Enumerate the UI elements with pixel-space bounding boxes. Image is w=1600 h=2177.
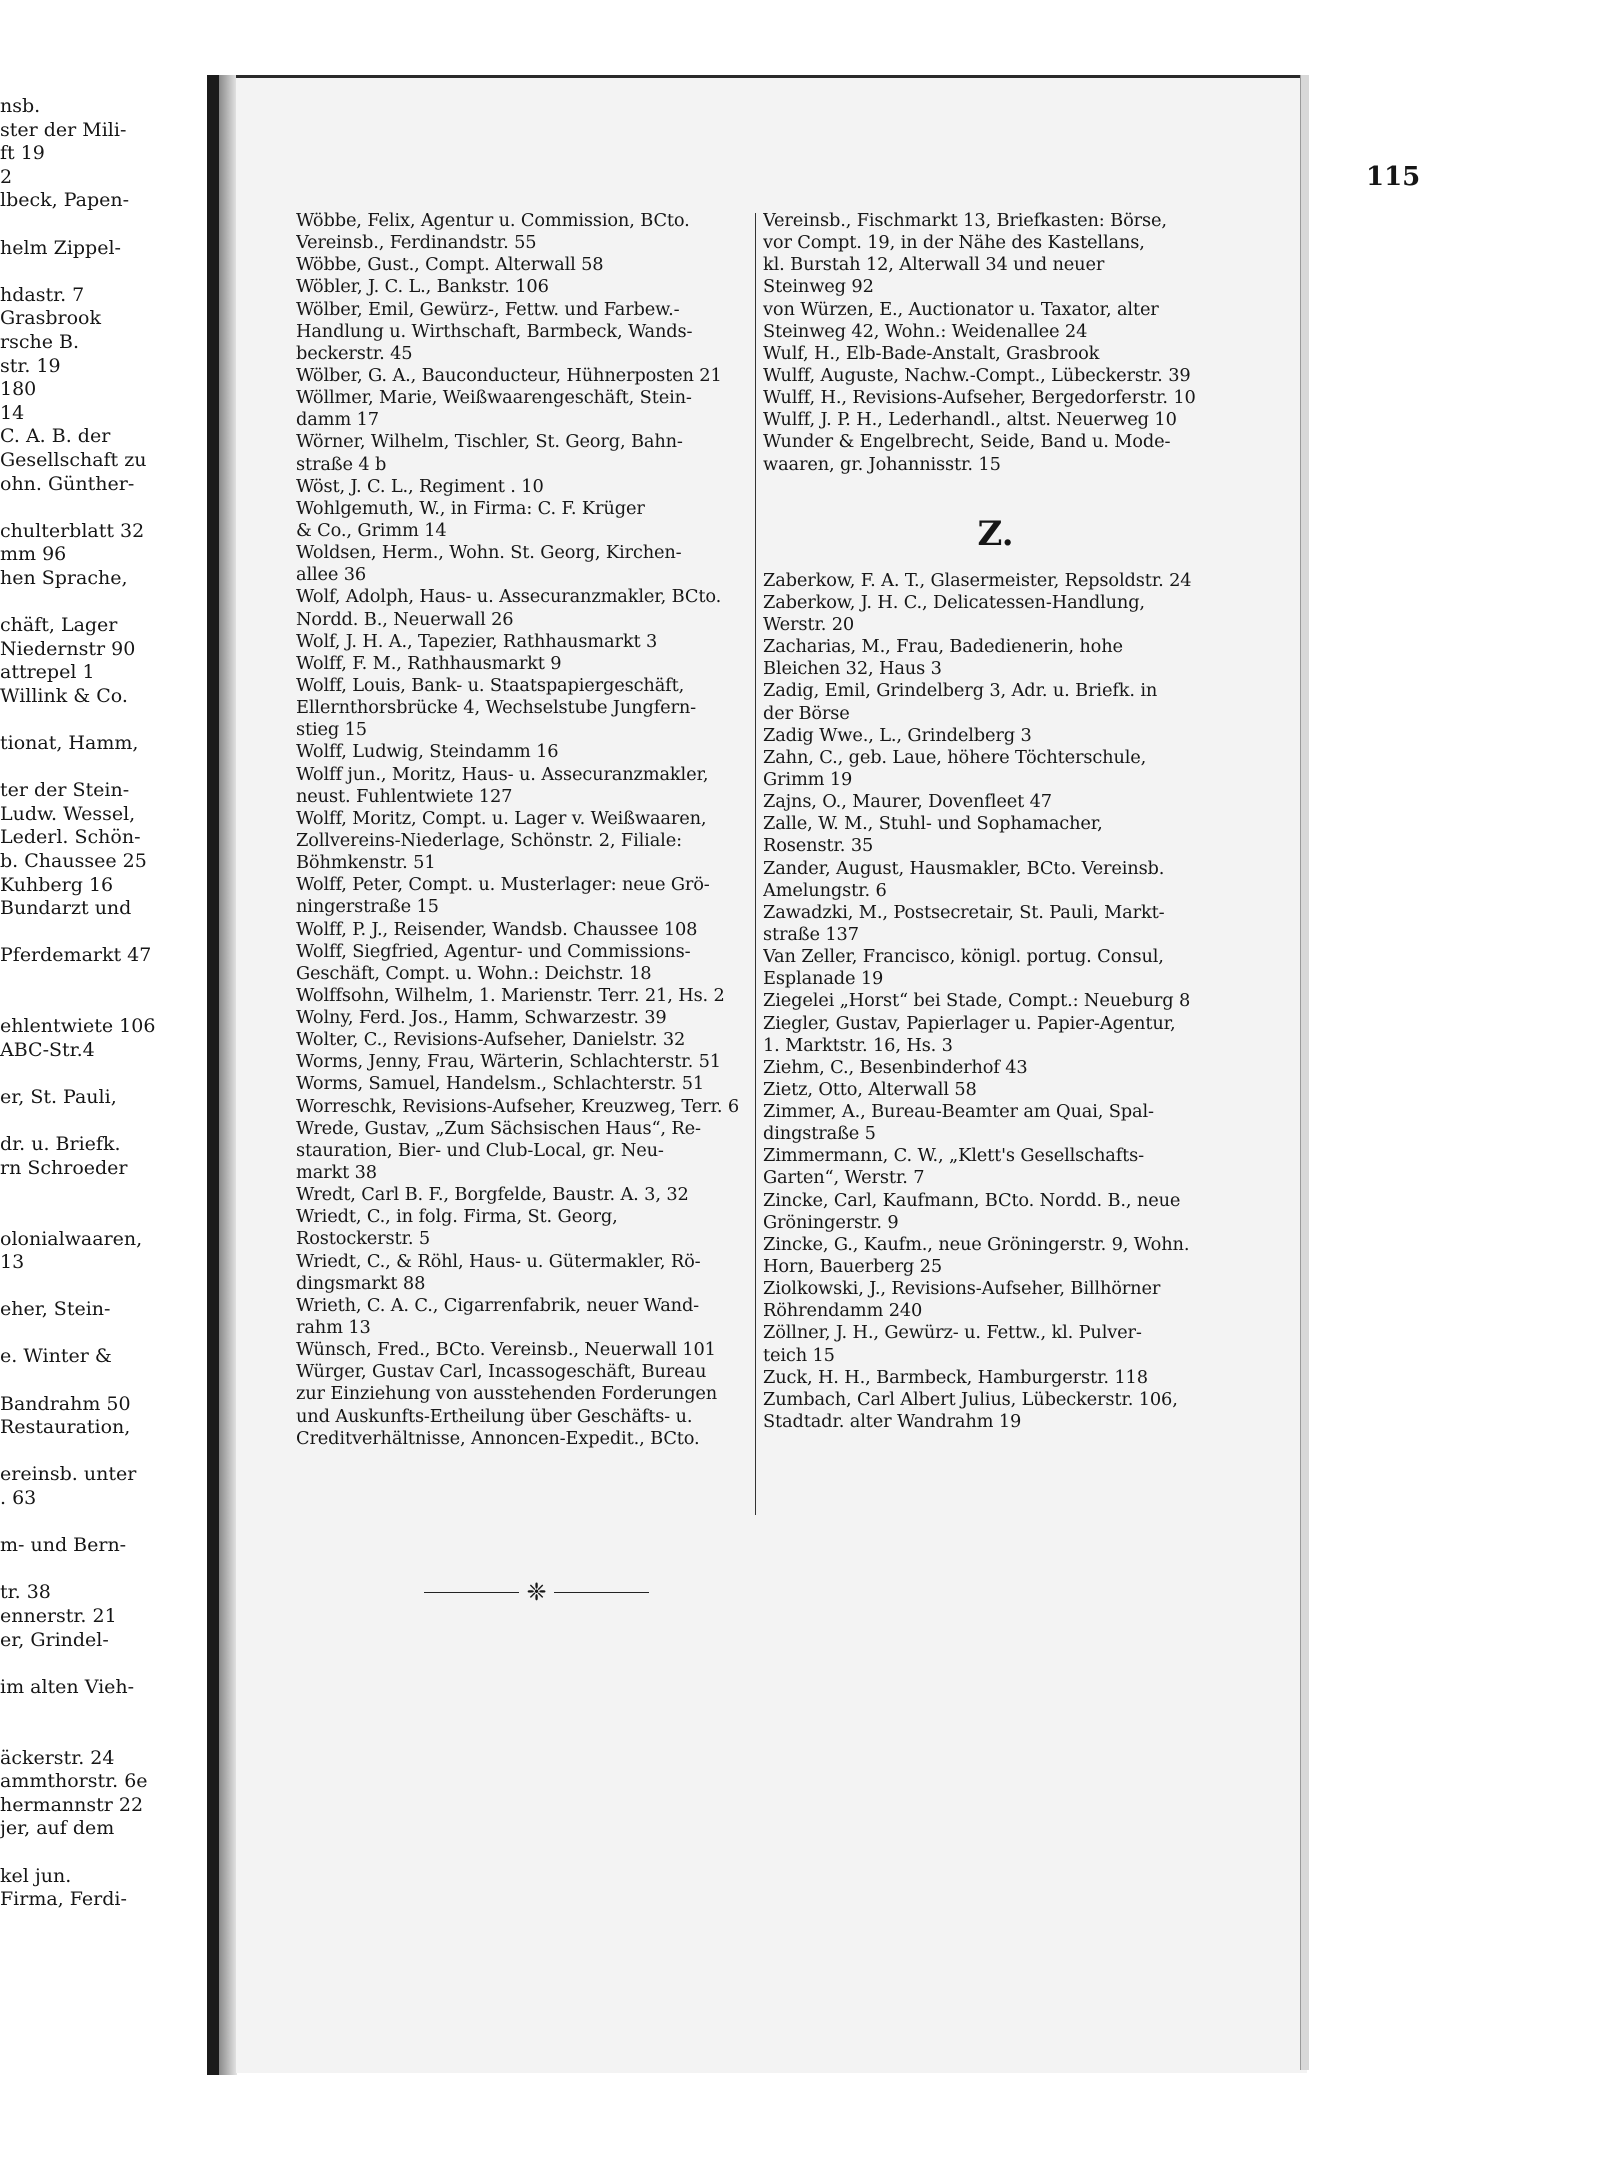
directory-entry-line: Woldsen, Herm., Wohn. St. Georg, Kirchen-	[296, 542, 682, 564]
previous-page-line: chulterblatt 32	[0, 519, 145, 542]
directory-entry-line: und Auskunfts-Ertheilung über Geschäfts- u.	[296, 1405, 693, 1427]
directory-entry-line: stauration, Bier- und Club-Local, gr. Neu-	[296, 1139, 664, 1161]
previous-page-line: ehlentwiete 106	[0, 1015, 156, 1038]
directory-entry-line: Steinweg 42, Wohn.: Weidenallee 24	[763, 320, 1088, 342]
previous-page-line: hermannstr 22	[0, 1793, 144, 1816]
directory-entry-line: Zincke, G., Kaufm., neue Gröningerstr. 9, Wohn.	[763, 1233, 1190, 1255]
previous-page-line: dr. u. Briefk.	[0, 1133, 121, 1156]
previous-page-line: ster der Mili-	[0, 118, 127, 141]
directory-entry-line: & Co., Grimm 14	[296, 519, 447, 541]
directory-entry-line: Garten“, Werstr. 7	[763, 1167, 925, 1189]
previous-page-line	[0, 1841, 207, 1865]
directory-entry-line: Wünsch, Fred., BCto. Vereinsb., Neuerwall 101	[296, 1339, 716, 1361]
directory-entry-line: Worms, Jenny, Frau, Wärterin, Schlachterstr. 51	[296, 1051, 721, 1073]
directory-entry-line: kl. Burstah 12, Alterwall 34 und neuer	[763, 254, 1105, 276]
previous-page-line	[0, 1723, 207, 1747]
directory-entry-line: Zimmermann, C. W., „Klett's Gesellschafts-	[763, 1145, 1144, 1167]
previous-page-line	[0, 496, 207, 520]
previous-page-line	[0, 260, 207, 284]
directory-entry-line: Wrieth, C. A. C., Cigarrenfabrik, neuer Wand-	[296, 1294, 700, 1316]
directory-entry-line: Böhmkenstr. 51	[296, 852, 436, 874]
previous-page-line: äckerstr. 24	[0, 1746, 115, 1769]
directory-entry-line: Grimm 19	[763, 768, 853, 790]
directory-entry-line: Zalle, W. M., Stuhl- und Sophamacher,	[763, 813, 1103, 835]
directory-entry-line: waaren, gr. Johannisstr. 15	[763, 453, 1001, 475]
previous-page-line	[0, 1558, 207, 1582]
directory-entry-line: zur Einziehung von ausstehenden Forderungen	[296, 1383, 718, 1405]
directory-entry-line: Vereinsb., Fischmarkt 13, Briefkasten: Börse,	[763, 210, 1167, 231]
previous-page-line	[0, 1062, 207, 1086]
directory-entry-line: Wolff, P. J., Reisender, Wandsb. Chaussee 108	[296, 918, 698, 940]
directory-entry-line: Wolter, C., Revisions-Aufseher, Danielstr. 32	[296, 1029, 686, 1051]
directory-entry-line: Wöbbe, Gust., Compt. Alterwall 58	[296, 254, 604, 276]
directory-entry-line: Wolff, Louis, Bank- u. Staatspapiergeschäft,	[296, 674, 685, 696]
directory-entry-line: Wolff, Ludwig, Steindamm 16	[296, 741, 559, 763]
directory-entry-line: ningerstraße 15	[296, 896, 439, 918]
end-ornament	[424, 1578, 649, 1608]
ornament-rule-left	[424, 1592, 519, 1593]
directory-entry-line: Wrede, Gustav, „Zum Sächsischen Haus“, Re-	[296, 1117, 701, 1139]
directory-entry-line: Zadig, Emil, Grindelberg 3, Adr. u. Briefk. in	[763, 680, 1158, 702]
previous-page-line	[0, 1440, 207, 1464]
previous-page-line	[0, 921, 207, 945]
previous-page-line: 13	[0, 1251, 25, 1274]
directory-entry-line: stieg 15	[296, 719, 367, 741]
directory-entry-line: Zacharias, M., Frau, Badedienerin, hohe	[763, 636, 1123, 658]
previous-page-line: ter der Stein-	[0, 779, 130, 802]
previous-page-line: . 63	[0, 1487, 37, 1510]
previous-page-line: chäft, Lager	[0, 614, 118, 637]
directory-entry-line: Worms, Samuel, Handelsm., Schlachterstr. 51	[296, 1073, 705, 1095]
directory-page	[236, 75, 1421, 2073]
directory-entry-line: Ziehm, C., Besenbinderhof 43	[763, 1056, 1028, 1078]
directory-entry-line: Würger, Gustav Carl, Incassogeschäft, Bureau	[296, 1361, 707, 1383]
directory-entry-line: Wöllmer, Marie, Weißwaarengeschäft, Stein-	[296, 387, 692, 409]
previous-page-line: im alten Vieh-	[0, 1675, 135, 1698]
previous-page-line: er, St. Pauli,	[0, 1085, 117, 1108]
directory-entry-line: teich 15	[763, 1344, 835, 1366]
section-spacer	[763, 476, 1248, 498]
directory-entry-line: Nordd. B., Neuerwall 26	[296, 608, 514, 630]
previous-page-line: Bandrahm 50	[0, 1392, 131, 1415]
previous-page-line: Lederl. Schön-	[0, 826, 141, 849]
previous-page-line	[0, 1275, 207, 1299]
previous-page-line: helm Zippel-	[0, 236, 121, 259]
directory-entry-line: straße 137	[763, 923, 859, 945]
directory-entry-line: Rosenstr. 35	[763, 835, 874, 857]
previous-page-line: Bundarzt und	[0, 897, 132, 920]
previous-page-line: 2	[0, 165, 13, 188]
directory-entry-line: Zajns, O., Maurer, Dovenfleet 47	[763, 791, 1052, 813]
previous-page-line: er, Grindel-	[0, 1628, 109, 1651]
previous-page-line: ammthorstr. 6e	[0, 1770, 148, 1793]
directory-entry-line: Wriedt, C., in folg. Firma, St. Georg,	[296, 1206, 618, 1228]
previous-page-line: hdastr. 7	[0, 283, 85, 306]
previous-page-line: Restauration,	[0, 1416, 131, 1439]
directory-entry-line: Wöbler, J. C. L., Bankstr. 106	[296, 276, 549, 298]
previous-page-line: m- und Bern-	[0, 1534, 127, 1557]
directory-entry-line: Wunder & Engelbrecht, Seide, Band u. Mode-	[763, 431, 1171, 453]
previous-page-line: jer, auf dem	[0, 1817, 115, 1840]
directory-entry-line: Bleichen 32, Haus 3	[763, 658, 942, 680]
directory-entry-line: Wriedt, C., & Röhl, Haus- u. Gütermakler, Rö-	[296, 1250, 701, 1272]
previous-page-line: b. Chaussee 25	[0, 850, 147, 872]
directory-entry-line: markt 38	[296, 1162, 377, 1184]
directory-entry-line: Wörner, Wilhelm, Tischler, St. Georg, Bahn-	[296, 431, 683, 453]
previous-page-line: ereinsb. unter	[0, 1463, 137, 1486]
directory-entry-line: der Börse	[763, 702, 850, 724]
directory-entry-line: Ziegelei „Horst“ bei Stade, Compt.: Neueburg 8	[763, 990, 1191, 1012]
directory-entry-line: Zimmer, A., Bureau-Beamter am Quai, Spal-	[763, 1101, 1154, 1123]
directory-entry-line: Zadig Wwe., L., Grindelberg 3	[763, 724, 1032, 746]
previous-page-line: kel jun.	[0, 1864, 72, 1887]
previous-page-line: Gesellschaft zu	[0, 448, 147, 471]
directory-entry-line: Geschäft, Compt. u. Wohn.: Deichstr. 18	[296, 962, 652, 984]
directory-entry-line: Zander, August, Hausmakler, BCto. Vereinsb.	[763, 857, 1165, 879]
directory-entry-line: Wulf, H., Elb-Bade-Anstalt, Grasbrook	[763, 342, 1100, 364]
directory-entry-line: Amelungstr. 6	[763, 879, 887, 901]
previous-page-line	[0, 1110, 207, 1134]
previous-page-line	[0, 968, 207, 992]
column-divider	[755, 213, 756, 1515]
directory-entry-line: Wolff, Moritz, Compt. u. Lager v. Weißwaaren,	[296, 807, 707, 829]
previous-page-line: str. 19	[0, 354, 61, 377]
directory-entry-line: Zahn, C., geb. Laue, höhere Töchterschule,	[763, 746, 1147, 768]
previous-page-line: hen Sprache,	[0, 566, 128, 589]
previous-page-line: ABC-Str.4	[0, 1038, 95, 1061]
previous-page-line	[0, 1699, 207, 1723]
directory-entry-line: Rostockerstr. 5	[296, 1228, 431, 1250]
directory-entry-line: vor Compt. 19, in der Nähe des Kastellans,	[763, 232, 1145, 254]
directory-entry-line: Stadtadr. alter Wandrahm 19	[763, 1411, 1022, 1433]
directory-entry-line: Wöbbe, Felix, Agentur u. Commission, BCto.	[296, 210, 690, 231]
directory-entry-line: beckerstr. 45	[296, 342, 413, 364]
previous-page-line	[0, 590, 207, 614]
directory-entry-line: Wulff, H., Revisions-Aufseher, Bergedorferstr. 10	[763, 387, 1196, 409]
directory-entry-line: Wohlgemuth, W., in Firma: C. F. Krüger	[296, 497, 645, 519]
directory-entry-line: Werstr. 20	[763, 613, 855, 635]
directory-entry-line: Zollvereins-Niederlage, Schönstr. 2, Filiale:	[296, 829, 682, 851]
directory-entry-line: Van Zeller, Francisco, königl. portug. Consul,	[763, 946, 1164, 968]
previous-page-line	[0, 1369, 207, 1393]
previous-page-line: Ludw. Wessel,	[0, 802, 136, 825]
directory-entry-line: Wolff, Siegfried, Agentur- und Commissions-	[296, 940, 691, 962]
previous-page-line: tionat, Hamm,	[0, 732, 139, 755]
previous-page-line: rn Schroeder	[0, 1156, 128, 1179]
previous-page-line: eher, Stein-	[0, 1298, 111, 1321]
directory-entry-line: Zincke, Carl, Kaufmann, BCto. Nordd. B., neue	[763, 1189, 1181, 1211]
previous-page-line: C. A. B. der	[0, 425, 111, 448]
previous-page-line	[0, 1652, 207, 1676]
directory-entry-line: dingsmarkt 88	[296, 1272, 426, 1294]
directory-entry-line: Wolny, Ferd. Jos., Hamm, Schwarzestr. 39	[296, 1007, 667, 1029]
section-heading-z: Z.	[977, 513, 1014, 554]
directory-entry-line: neust. Fuhlentwiete 127	[296, 785, 513, 807]
previous-page-line: Firma, Ferdi-	[0, 1888, 127, 1911]
previous-page-line: mm 96	[0, 543, 67, 566]
directory-entry-line: Creditverhältnisse, Annoncen-Expedit., BCto.	[296, 1427, 700, 1449]
directory-entry-line: Gröningerstr. 9	[763, 1211, 899, 1233]
previous-page-line: tr. 38	[0, 1581, 51, 1604]
directory-entry-line: Handlung u. Wirthschaft, Barmbeck, Wands-	[296, 320, 693, 342]
previous-page-line: nsb.	[0, 95, 41, 117]
directory-entry-line: rahm 13	[296, 1317, 371, 1339]
column-right	[763, 210, 1248, 1433]
page-edge	[1300, 75, 1309, 2070]
directory-entry-line: Wredt, Carl B. F., Borgfelde, Baustr. A. 3, 32	[296, 1184, 689, 1206]
directory-entry-line: Zawadzki, M., Postsecretair, St. Pauli, Markt-	[763, 901, 1165, 923]
directory-entry-line: Wölber, G. A., Bauconducteur, Hühnerposten 21	[296, 364, 722, 386]
directory-entry-line: Horn, Bauerberg 25	[763, 1256, 942, 1278]
previous-page-line: Pferdemarkt 47	[0, 944, 152, 967]
previous-page-line: ft 19	[0, 142, 45, 165]
directory-entry-line: Wolff, Peter, Compt. u. Musterlager: neue Grö-	[296, 874, 710, 896]
column-right-w-entries	[763, 210, 1248, 476]
previous-page-line: Grasbrook	[0, 307, 101, 330]
directory-entry-line: Zaberkow, J. H. C., Delicatessen-Handlung,	[763, 591, 1145, 613]
previous-page-line	[0, 213, 207, 237]
directory-entry-line: Wolff, F. M., Rathhausmarkt 9	[296, 652, 562, 674]
directory-entry-line: Wolf, Adolph, Haus- u. Assecuranzmakler, BCto.	[296, 586, 722, 608]
gutter-shadow	[219, 75, 237, 2075]
directory-entry-line: 1. Marktstr. 16, Hs. 3	[763, 1034, 953, 1056]
previous-page-line	[0, 1322, 207, 1346]
previous-page-line	[0, 1204, 207, 1228]
previous-page-line: ennerstr. 21	[0, 1605, 117, 1627]
directory-entry-line: Wulff, Auguste, Nachw.-Compt., Lübeckerstr. 39	[763, 364, 1191, 386]
directory-entry-line: Ziolkowski, J., Revisions-Aufseher, Billhörner	[763, 1278, 1161, 1300]
previous-page-line: Willink & Co.	[0, 684, 128, 707]
directory-entry-line: von Würzen, E., Auctionator u. Taxator, alter	[763, 298, 1159, 320]
directory-entry-line: Steinweg 92	[763, 276, 874, 298]
column-right-z-entries	[763, 570, 1248, 1433]
ornament-icon: ❈	[526, 1578, 547, 1606]
directory-entry-line: dingstraße 5	[763, 1123, 876, 1145]
directory-entry-line: Röhrendamm 240	[763, 1300, 923, 1322]
previous-page-line	[0, 1511, 207, 1535]
directory-entry-line: Wolff jun., Moritz, Haus- u. Assecuranzmakler,	[296, 763, 709, 785]
directory-entry-line: Wolf, J. H. A., Tapezier, Rathhausmarkt 3	[296, 630, 658, 652]
previous-page-line: ohn. Günther-	[0, 472, 135, 495]
directory-entry-line: Zuck, H. H., Barmbeck, Hamburgerstr. 118	[763, 1366, 1148, 1388]
previous-page-line: lbeck, Papen-	[0, 189, 130, 212]
book-binding	[207, 75, 219, 2075]
ornament-rule-right	[554, 1592, 649, 1593]
directory-entry-line: Wölber, Emil, Gewürz-, Fettw. und Farbew.-	[296, 298, 680, 320]
directory-entry-line: Zaberkow, F. A. T., Glasermeister, Repsoldstr. 24	[763, 569, 1192, 591]
page-number: 115	[1366, 162, 1421, 192]
directory-entry-line: Wöst, J. C. L., Regiment . 10	[296, 475, 544, 497]
previous-page-line: 180	[0, 378, 37, 401]
directory-entry-line: Zöllner, J. H., Gewürz- u. Fettw., kl. Pulver-	[763, 1322, 1142, 1344]
previous-page-line	[0, 1180, 207, 1204]
previous-page-strip	[0, 95, 207, 2055]
directory-entry-line: Wolffsohn, Wilhelm, 1. Marienstr. Terr. 21, Hs. 2	[296, 984, 725, 1006]
directory-entry-line: Worreschk, Revisions-Aufseher, Kreuzweg, Terr. 6	[296, 1095, 740, 1117]
previous-page-line: attrepel 1	[0, 661, 95, 684]
directory-entry-line: Zumbach, Carl Albert Julius, Lübeckerstr. 106,	[763, 1388, 1178, 1410]
previous-page-line	[0, 992, 207, 1016]
previous-page-line: e. Winter &	[0, 1345, 112, 1368]
directory-entry-line: Vereinsb., Ferdinandstr. 55	[296, 232, 537, 254]
previous-page-line: rsche B.	[0, 330, 79, 353]
directory-entry-line: Ellernthorsbrücke 4, Wechselstube Jungfern-	[296, 697, 697, 719]
directory-entry-line: damm 17	[296, 409, 379, 431]
column-left	[296, 210, 751, 1450]
directory-entry-line: Wulff, J. P. H., Lederhandl., altst. Neuerweg 10	[763, 409, 1177, 431]
directory-entry-line: Ziegler, Gustav, Papierlager u. Papier-Agentur,	[763, 1012, 1176, 1034]
directory-entry-line: allee 36	[296, 564, 367, 586]
previous-page-line: olonialwaaren,	[0, 1227, 143, 1250]
directory-entry-line: Esplanade 19	[763, 968, 884, 990]
previous-page-line	[0, 708, 207, 732]
previous-page-line: 14	[0, 401, 25, 424]
previous-page-line	[0, 756, 207, 780]
previous-page-line: Niedernstr 90	[0, 637, 136, 660]
previous-page-line: Kuhberg 16	[0, 873, 114, 896]
directory-entry-line: Zietz, Otto, Alterwall 58	[763, 1078, 977, 1100]
directory-entry-line: straße 4 b	[296, 453, 387, 475]
